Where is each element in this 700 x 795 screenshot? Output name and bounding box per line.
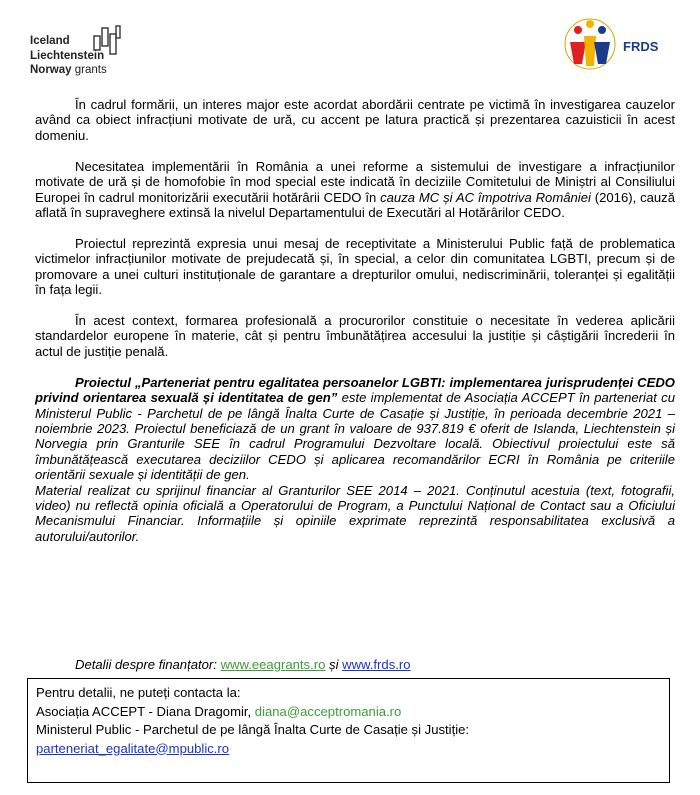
eea-logo-line3-normal: grants bbox=[71, 64, 107, 76]
eea-grants-logo bbox=[30, 24, 160, 84]
case-name: cauza MC și AC împotriva României bbox=[380, 189, 591, 205]
eea-logo-line3-bold: Norway bbox=[30, 64, 72, 76]
accept-email-link[interactable]: diana@acceptromania.ro bbox=[254, 703, 402, 719]
funder-label: Detalii despre finanțator: bbox=[75, 657, 221, 672]
funder-separator: și bbox=[325, 657, 343, 672]
paragraph-project-description: Proiectul „Parteneriat pentru egalitatea persoanelor LGBTI: implementarea jurisprudenței CEDO privind orientarea sexuală și identitatea de gen” este implementat de Asociația ACCEPT în parteneriat cu Ministerul Public - Parchetul de pe lângă Înalta Curte de Casație și Justiție, în perioada decembrie 2021 – noiembrie 2023. Proiectul beneficiază de un grant în valoare de 937.819 € oferit de Islanda, Liechtenstein și Norvegia prin Granturile SEE în cadrul Programului Dezvoltare locală. Obiectivul proiectului este să îmbunătățească executarea deciziilor CEDO și aplicarea recomandărilor ECRI în România pe criteriile orientării sexuale și identității de gen. bbox=[35, 374, 675, 483]
funder-details bbox=[75, 657, 411, 672]
document-body bbox=[35, 97, 675, 544]
page-header bbox=[0, 14, 700, 84]
eea-logo-line1: Iceland bbox=[30, 35, 70, 47]
paragraph-disclaimer: Material realizat cu sprijinul financiar al Granturilor SEE 2014 – 2021. Conținutul acestuia (text, fotografii, video) nu reflectă opinia oficială a Operatorului de Program, a Punctului Național de Contact sau a Oficiului Mecanismului Financiar. Informațiile și opiniile exprimate reprezintă responsabilitatea exclusivă a autorului/autorilor. bbox=[35, 482, 675, 544]
paragraph-project-message: Proiectul reprezintă expresia unui mesaj de receptivitate a Ministerului Public față de problematica victimelor infracțiunilor motivate de prejudecată și, în special, a celor din comunitatea LGBTI, precum și de promovare a unei culturi instituționale de garantare a drepturilor omului, nediscriminării, toleranței și egalității în fața legii. bbox=[35, 235, 675, 298]
eea-logo-line2: Liechtenstein bbox=[30, 49, 105, 62]
frds-link[interactable]: www.frds.ro bbox=[342, 657, 411, 672]
eea-mark-icon bbox=[92, 24, 122, 58]
contact-box bbox=[27, 678, 670, 783]
frds-logo-name: FRDS bbox=[623, 39, 659, 54]
paragraph-reform: Necesitatea implementării în România a unei reforme a sistemului de investigare a infracțiunilor motivate de ură și de homofobie în mod special este indicată în deciziile Comitetului de Miniștri al Consiliului Europei în cadrul monitorizării executării hotărârii CEDO în cauza MC și AC împotriva României (2016), cauză aflată în supraveghere extinsă la nivelul Departamentului de Executări al Hotărârilor CEDO. bbox=[35, 158, 676, 220]
contact-accept: Asociația ACCEPT - Diana Dragomir, diana@acceptromania.ro bbox=[36, 703, 402, 719]
project-title: Proiectul „Parteneriat pentru egalitatea persoanelor LGBTI: implementarea jurisprudenței CEDO privind orientarea sexuală și identitatea de gen” bbox=[35, 374, 675, 406]
ministry-email-link[interactable]: parteneriat_egalitate@mpublic.ro bbox=[36, 740, 230, 756]
frds-figures-icon bbox=[560, 14, 620, 84]
contact-intro: Pentru detalii, ne puteți contacta la: bbox=[36, 685, 241, 700]
paragraph-training: În cadrul formării, un interes major este acordat abordării centrate pe victimă în investigarea cauzelor având ca obiect infracțiuni motivate de ură, cu accent pe latura practică și prezentarea cazuisticii în acest domeniu. bbox=[35, 97, 675, 143]
paragraph-context: În acest context, formarea profesională a procurorilor constituie o necesitate în vederea aplicării standardelor europene în materie, cât și pentru îmbunătățirea accesului la justiție și câștigării încrederii în actul de justiție penală. bbox=[35, 312, 675, 359]
frds-logo bbox=[560, 14, 680, 84]
eeagrants-link[interactable]: www.eeagrants.ro bbox=[220, 657, 326, 672]
contact-ministry: Ministerul Public - Parchetul de pe lângă Înalta Curte de Casație și Justiție: bbox=[36, 722, 470, 737]
